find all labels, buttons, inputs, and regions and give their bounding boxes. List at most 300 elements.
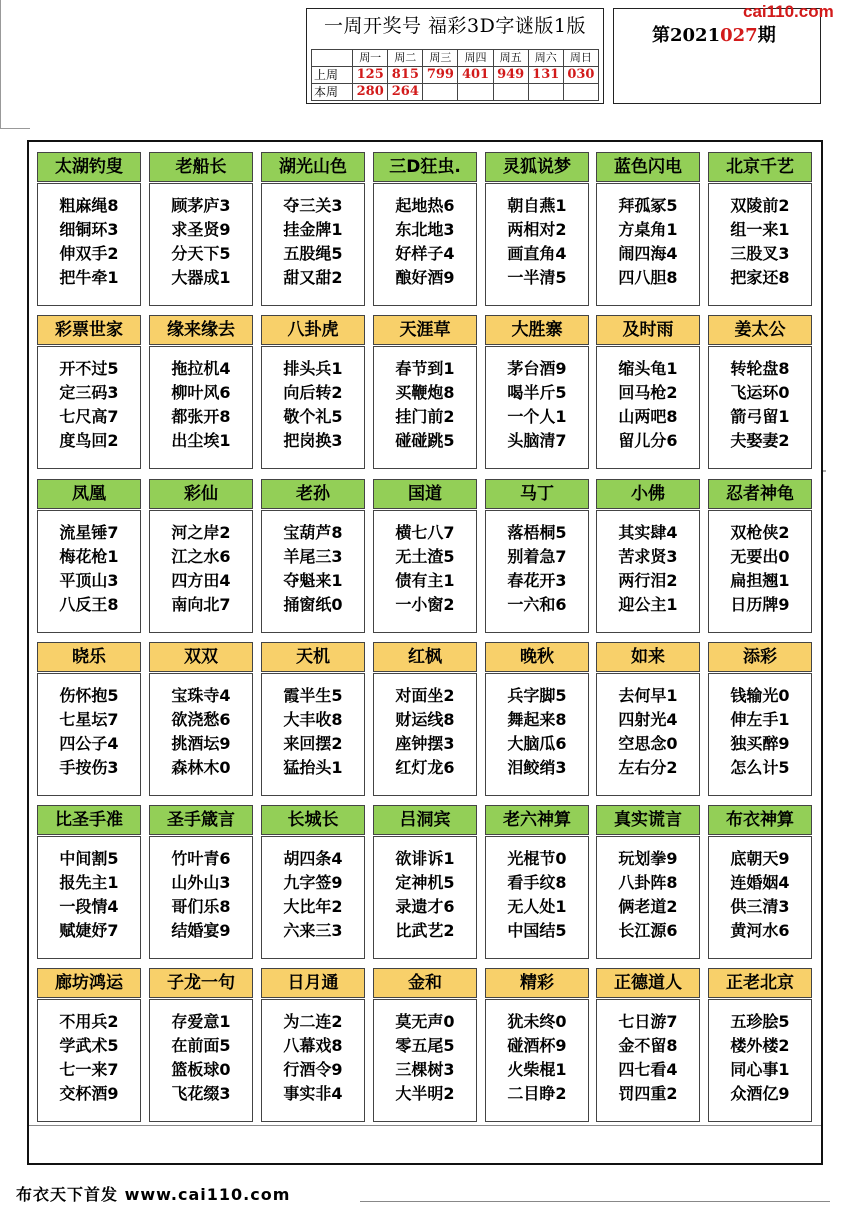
cell-riddles — [485, 836, 589, 959]
cell-riddles — [485, 999, 589, 1122]
day-header: 周一 — [353, 50, 388, 67]
cell-author: 小佛 — [596, 479, 700, 509]
riddle-line: 九字签9 — [283, 873, 343, 892]
draw-number — [528, 84, 563, 101]
draw-number — [423, 84, 458, 101]
cell-riddles — [37, 183, 141, 306]
puzzle-cell — [596, 315, 700, 469]
riddle-line: 竹叶青6 — [171, 849, 231, 868]
riddle-line: 猛抬头1 — [283, 758, 343, 777]
riddle-line: 事实非4 — [283, 1084, 343, 1103]
riddle-line: 泪鲛绡3 — [507, 758, 567, 777]
riddle-line: 罚四重2 — [618, 1084, 678, 1103]
riddle-line: 中国结5 — [507, 921, 567, 940]
riddle-line: 一六和6 — [507, 595, 567, 614]
riddle-line: 碰酒杯9 — [507, 1036, 567, 1055]
cell-riddles — [485, 183, 589, 306]
draw-number: 125 — [353, 67, 388, 84]
cell-author: 彩仙 — [149, 479, 253, 509]
riddle-line: 大器成1 — [171, 268, 231, 287]
draw-number — [563, 84, 598, 101]
riddle-line: 存爱意1 — [171, 1012, 231, 1031]
puzzle-cell — [373, 805, 477, 959]
riddle-line: 八卦阵8 — [618, 873, 678, 892]
last-week-label: 上周 — [312, 67, 353, 84]
cell-riddles — [596, 836, 700, 959]
puzzle-cell — [596, 642, 700, 796]
riddle-line: 录遗才6 — [395, 897, 455, 916]
cell-riddles — [37, 999, 141, 1122]
puzzle-cell — [149, 968, 253, 1122]
cell-author: 老孙 — [261, 479, 365, 509]
cell-riddles — [37, 346, 141, 469]
edge-line — [0, 128, 30, 129]
cell-riddles — [261, 673, 365, 796]
riddle-line: 六来三3 — [283, 921, 343, 940]
cell-author: 子龙一句 — [149, 968, 253, 998]
cell-author: 廊坊鸿运 — [37, 968, 141, 998]
puzzle-cell — [708, 968, 812, 1122]
riddle-line: 日历牌9 — [730, 595, 790, 614]
draw-number: 799 — [423, 67, 458, 84]
cell-riddles — [708, 999, 812, 1122]
riddle-line: 挑酒坛9 — [171, 734, 231, 753]
header-title: 一周开奖号 福彩3D字谜版1版 — [324, 15, 586, 37]
cell-riddles — [373, 183, 477, 306]
cell-riddles — [708, 836, 812, 959]
riddle-line: 七尺高7 — [59, 407, 119, 426]
riddle-line: 来回摆2 — [283, 734, 343, 753]
puzzle-cell — [485, 479, 589, 633]
riddle-line: 回马枪2 — [618, 383, 678, 402]
footer-line — [360, 1201, 830, 1202]
cell-author: 八卦虎 — [261, 315, 365, 345]
riddle-line: 扁担翘1 — [730, 571, 790, 590]
riddle-line: 敬个礼5 — [283, 407, 343, 426]
riddle-line: 苦求贤3 — [618, 547, 678, 566]
riddle-line: 画直角4 — [507, 244, 567, 263]
riddle-line: 在前面5 — [171, 1036, 231, 1055]
puzzle-cell — [373, 315, 477, 469]
riddle-line: 三棵树3 — [395, 1060, 455, 1079]
riddle-line: 双陵前2 — [730, 196, 790, 215]
cell-riddles — [373, 510, 477, 633]
cell-riddles — [485, 673, 589, 796]
riddle-line: 伸左手1 — [730, 710, 790, 729]
cell-author: 湖光山色 — [261, 152, 365, 182]
riddle-line: 闹四海4 — [618, 244, 678, 263]
riddle-line: 方桌角1 — [618, 220, 678, 239]
riddle-line: 八反王8 — [59, 595, 119, 614]
cell-author: 马丁 — [485, 479, 589, 509]
puzzle-cell — [37, 479, 141, 633]
puzzle-cell — [149, 315, 253, 469]
riddle-line: 比武艺2 — [395, 921, 455, 940]
cell-riddles — [149, 999, 253, 1122]
riddle-line: 平顶山3 — [59, 571, 119, 590]
riddle-line: 七星坛7 — [59, 710, 119, 729]
riddle-line: 别着急7 — [507, 547, 567, 566]
cell-author: 真实谎言 — [596, 805, 700, 835]
cell-author: 天机 — [261, 642, 365, 672]
riddle-line: 座钟摆3 — [395, 734, 455, 753]
cell-author: 比圣手准 — [37, 805, 141, 835]
riddle-line: 连婚姻4 — [730, 873, 790, 892]
riddle-line: 其实肆4 — [618, 523, 678, 542]
riddle-line: 梅花枪1 — [59, 547, 119, 566]
cell-author: 圣手箴言 — [149, 805, 253, 835]
puzzle-cell — [261, 805, 365, 959]
cell-author: 彩票世家 — [37, 315, 141, 345]
cell-author: 大胜寨 — [485, 315, 589, 345]
riddle-line: 欲浇愁6 — [171, 710, 231, 729]
puzzle-cell — [37, 968, 141, 1122]
riddle-line: 流星锤7 — [59, 523, 119, 542]
riddle-line: 楼外楼2 — [730, 1036, 790, 1055]
riddle-line: 挂门前2 — [395, 407, 455, 426]
riddle-line: 留儿分6 — [618, 431, 678, 450]
riddle-line: 篮板球0 — [171, 1060, 231, 1079]
cell-author: 正德道人 — [596, 968, 700, 998]
day-header: 周四 — [458, 50, 493, 67]
puzzle-cell — [373, 968, 477, 1122]
puzzle-cell — [708, 479, 812, 633]
cell-author: 添彩 — [708, 642, 812, 672]
cell-author: 老六神算 — [485, 805, 589, 835]
riddle-line: 钱输光0 — [730, 686, 790, 705]
riddle-line: 拖拉机4 — [171, 359, 231, 378]
riddle-line: 开不过5 — [59, 359, 119, 378]
riddle-line: 四七看4 — [618, 1060, 678, 1079]
riddle-line: 都张开8 — [171, 407, 231, 426]
cell-author: 凤凰 — [37, 479, 141, 509]
riddle-line: 夺三关3 — [283, 196, 343, 215]
riddle-line: 七一来7 — [59, 1060, 119, 1079]
riddle-line: 同心事1 — [730, 1060, 790, 1079]
riddle-line: 一小窗2 — [395, 595, 455, 614]
riddle-line: 定三码3 — [59, 383, 119, 402]
cell-riddles — [261, 836, 365, 959]
puzzle-cell — [37, 315, 141, 469]
cell-riddles — [149, 346, 253, 469]
cell-author: 国道 — [373, 479, 477, 509]
draw-number: 030 — [563, 67, 598, 84]
riddle-line: 八幕戏8 — [283, 1036, 343, 1055]
riddle-line: 把岗换3 — [283, 431, 343, 450]
cell-riddles — [373, 673, 477, 796]
cell-author: 红枫 — [373, 642, 477, 672]
riddle-line: 俩老道2 — [618, 897, 678, 916]
riddle-line: 零五尾5 — [395, 1036, 455, 1055]
riddle-line: 无要出0 — [730, 547, 790, 566]
riddle-line: 捅窗纸0 — [283, 595, 343, 614]
riddle-line: 七日游7 — [618, 1012, 678, 1031]
cell-author: 姜太公 — [708, 315, 812, 345]
riddle-line: 看手纹8 — [507, 873, 567, 892]
riddle-line: 怎么计5 — [730, 758, 790, 777]
riddle-line: 排头兵1 — [283, 359, 343, 378]
cell-riddles — [708, 183, 812, 306]
draw-number: 264 — [388, 84, 423, 101]
puzzle-cell — [485, 642, 589, 796]
puzzle-cell — [37, 152, 141, 306]
riddle-line: 双枪侠2 — [730, 523, 790, 542]
cell-riddles — [149, 183, 253, 306]
riddle-line: 无人处1 — [507, 897, 567, 916]
riddle-line: 起地热6 — [395, 196, 455, 215]
riddle-line: 春节到1 — [395, 359, 455, 378]
puzzle-cell — [149, 152, 253, 306]
issue-prefix: 第2021 — [652, 25, 721, 46]
puzzle-cell — [596, 152, 700, 306]
riddle-line: 为二连2 — [283, 1012, 343, 1031]
riddle-line: 度鸟回2 — [59, 431, 119, 450]
riddle-line: 伸双手2 — [59, 244, 119, 263]
riddle-line: 落梧桐5 — [507, 523, 567, 542]
puzzle-cell — [261, 642, 365, 796]
riddle-line: 四射光4 — [618, 710, 678, 729]
cell-author: 太湖钓叟 — [37, 152, 141, 182]
draw-number: 131 — [528, 67, 563, 84]
riddle-line: 飞运环0 — [730, 383, 790, 402]
riddle-line: 众酒亿9 — [730, 1084, 790, 1103]
draw-number: 949 — [493, 67, 528, 84]
cell-author: 天涯草 — [373, 315, 477, 345]
riddle-line: 把牛牵1 — [59, 268, 119, 287]
riddle-line: 交杯酒9 — [59, 1084, 119, 1103]
riddle-line: 拜孤冢5 — [618, 196, 678, 215]
puzzle-cell — [596, 968, 700, 1122]
cell-riddles — [373, 999, 477, 1122]
puzzle-cell — [708, 805, 812, 959]
cell-riddles — [596, 510, 700, 633]
riddle-line: 玩划拳9 — [618, 849, 678, 868]
cell-riddles — [37, 673, 141, 796]
riddle-line: 赋婕妤7 — [59, 921, 119, 940]
riddle-line: 挂金牌1 — [283, 220, 343, 239]
riddle-line: 对面坐2 — [395, 686, 455, 705]
cell-author: 正老北京 — [708, 968, 812, 998]
cell-author: 金和 — [373, 968, 477, 998]
puzzle-cell — [485, 152, 589, 306]
riddle-line: 大比年2 — [283, 897, 343, 916]
riddle-line: 夫娶妻2 — [730, 431, 790, 450]
riddle-line: 无土渣5 — [395, 547, 455, 566]
riddle-line: 红灯龙6 — [395, 758, 455, 777]
cell-author: 三D狂虫. — [373, 152, 477, 182]
day-header: 周五 — [493, 50, 528, 67]
riddle-line: 哥们乐8 — [171, 897, 231, 916]
riddle-line: 箭弓留1 — [730, 407, 790, 426]
riddle-line: 财运线8 — [395, 710, 455, 729]
cell-riddles — [485, 510, 589, 633]
riddle-line: 定神机5 — [395, 873, 455, 892]
riddle-line: 五股绳5 — [283, 244, 343, 263]
riddle-line: 舞起来8 — [507, 710, 567, 729]
riddle-line: 山外山3 — [171, 873, 231, 892]
cell-riddles — [149, 836, 253, 959]
riddle-line: 四八胆8 — [618, 268, 678, 287]
riddle-line: 飞花缀3 — [171, 1084, 231, 1103]
riddle-line: 东北地3 — [395, 220, 455, 239]
corner-cell — [312, 50, 353, 67]
riddle-line: 黄河水6 — [730, 921, 790, 940]
day-header: 周六 — [528, 50, 563, 67]
riddle-line: 求圣贤9 — [171, 220, 231, 239]
this-week-label: 本周 — [312, 84, 353, 101]
riddle-line: 两行泪2 — [618, 571, 678, 590]
riddle-line: 好样子4 — [395, 244, 455, 263]
riddle-line: 喝半斤5 — [507, 383, 567, 402]
cell-riddles — [596, 346, 700, 469]
cell-author: 双双 — [149, 642, 253, 672]
riddle-line: 伤怀抱5 — [59, 686, 119, 705]
riddle-line: 光棍节0 — [507, 849, 567, 868]
riddle-line: 胡四条4 — [283, 849, 343, 868]
issue-box — [613, 8, 821, 104]
puzzle-cell — [708, 642, 812, 796]
riddle-line: 一半清5 — [507, 268, 567, 287]
riddle-line: 行酒令9 — [283, 1060, 343, 1079]
riddle-line: 霞半生5 — [283, 686, 343, 705]
riddle-line: 柳叶风6 — [171, 383, 231, 402]
issue-code: 027 — [720, 25, 758, 46]
cell-riddles — [708, 673, 812, 796]
riddle-line: 金不留8 — [618, 1036, 678, 1055]
cell-author: 灵狐说梦 — [485, 152, 589, 182]
cell-riddles — [596, 999, 700, 1122]
riddle-line: 火柴棍1 — [507, 1060, 567, 1079]
day-header: 周三 — [423, 50, 458, 67]
cell-author: 北京千艺 — [708, 152, 812, 182]
puzzle-cell — [149, 805, 253, 959]
riddle-line: 顾茅庐3 — [171, 196, 231, 215]
cell-riddles — [261, 510, 365, 633]
cell-riddles — [373, 836, 477, 959]
day-header: 周二 — [388, 50, 423, 67]
cell-riddles — [708, 346, 812, 469]
puzzle-cell — [708, 315, 812, 469]
puzzle-cell — [373, 152, 477, 306]
cell-riddles — [596, 673, 700, 796]
cell-author: 缘来缘去 — [149, 315, 253, 345]
riddle-line: 莫无声0 — [395, 1012, 455, 1031]
cell-author: 吕洞宾 — [373, 805, 477, 835]
draw-number: 815 — [388, 67, 423, 84]
puzzle-cell — [261, 968, 365, 1122]
draw-number — [493, 84, 528, 101]
cell-riddles — [37, 510, 141, 633]
riddle-line: 朝自燕1 — [507, 196, 567, 215]
riddle-line: 债有主1 — [395, 571, 455, 590]
cell-riddles — [149, 510, 253, 633]
riddle-line: 大丰收8 — [283, 710, 343, 729]
riddle-line: 宝葫芦8 — [283, 523, 343, 542]
riddle-line: 粗麻绳8 — [59, 196, 119, 215]
riddle-line: 左右分2 — [618, 758, 678, 777]
riddle-line: 中间割5 — [59, 849, 119, 868]
site-link-top[interactable]: cai110.com — [743, 2, 834, 21]
puzzle-cell — [149, 642, 253, 796]
riddle-line: 酿好酒9 — [395, 268, 455, 287]
day-header: 周日 — [563, 50, 598, 67]
riddle-line: 南向北7 — [171, 595, 231, 614]
riddle-line: 五珍脍5 — [730, 1012, 790, 1031]
riddle-line: 茅台酒9 — [507, 359, 567, 378]
riddle-line: 组一来1 — [730, 220, 790, 239]
cell-riddles — [485, 346, 589, 469]
riddle-line: 长江源6 — [618, 921, 678, 940]
puzzle-cell — [485, 315, 589, 469]
riddle-line: 一个人1 — [507, 407, 567, 426]
cell-author: 如来 — [596, 642, 700, 672]
puzzle-cell — [261, 315, 365, 469]
cell-author: 长城长 — [261, 805, 365, 835]
cell-author: 老船长 — [149, 152, 253, 182]
cell-author: 忍者神龟 — [708, 479, 812, 509]
issue-number — [652, 21, 776, 47]
riddle-line: 大脑瓜6 — [507, 734, 567, 753]
cell-author: 布衣神算 — [708, 805, 812, 835]
riddle-line: 细铜环3 — [59, 220, 119, 239]
riddle-line: 兵字脚5 — [507, 686, 567, 705]
puzzle-cell — [708, 152, 812, 306]
riddle-line: 转轮盘8 — [730, 359, 790, 378]
riddle-line: 四方田4 — [171, 571, 231, 590]
cell-riddles — [149, 673, 253, 796]
riddle-line: 学武术5 — [59, 1036, 119, 1055]
riddle-line: 底朝天9 — [730, 849, 790, 868]
riddle-line: 森林木0 — [171, 758, 231, 777]
riddle-line: 把家还8 — [730, 268, 790, 287]
puzzle-cell — [261, 152, 365, 306]
cell-riddles — [261, 183, 365, 306]
puzzle-cell — [596, 805, 700, 959]
riddle-line: 不用兵2 — [59, 1012, 119, 1031]
riddle-line: 手按伤3 — [59, 758, 119, 777]
riddle-line: 春花开3 — [507, 571, 567, 590]
edge-line — [0, 0, 1, 128]
cell-author: 蓝色闪电 — [596, 152, 700, 182]
riddle-line: 向后转2 — [283, 383, 343, 402]
issue-suffix: 期 — [757, 25, 776, 46]
cell-author: 晓乐 — [37, 642, 141, 672]
riddle-line: 迎公主1 — [618, 595, 678, 614]
puzzle-cell — [149, 479, 253, 633]
edge-mark — [823, 470, 826, 472]
cell-author: 及时雨 — [596, 315, 700, 345]
draw-number — [458, 84, 493, 101]
puzzle-cell — [373, 479, 477, 633]
riddle-line: 河之岸2 — [171, 523, 231, 542]
riddle-line: 夺魁来1 — [283, 571, 343, 590]
riddle-line: 结婚宴9 — [171, 921, 231, 940]
cell-riddles — [261, 999, 365, 1122]
cell-author: 精彩 — [485, 968, 589, 998]
cell-author: 晚秋 — [485, 642, 589, 672]
riddle-line: 江之水6 — [171, 547, 231, 566]
riddle-line: 买鞭炮8 — [395, 383, 455, 402]
riddle-line: 二目睁2 — [507, 1084, 567, 1103]
riddle-line: 两相对2 — [507, 220, 567, 239]
riddle-line: 报先主1 — [59, 873, 119, 892]
weekly-draw-table — [311, 49, 599, 101]
riddle-line: 独买醉9 — [730, 734, 790, 753]
cell-riddles — [596, 183, 700, 306]
riddle-line: 供三清3 — [730, 897, 790, 916]
puzzle-cell — [37, 805, 141, 959]
riddle-line: 四公子4 — [59, 734, 119, 753]
